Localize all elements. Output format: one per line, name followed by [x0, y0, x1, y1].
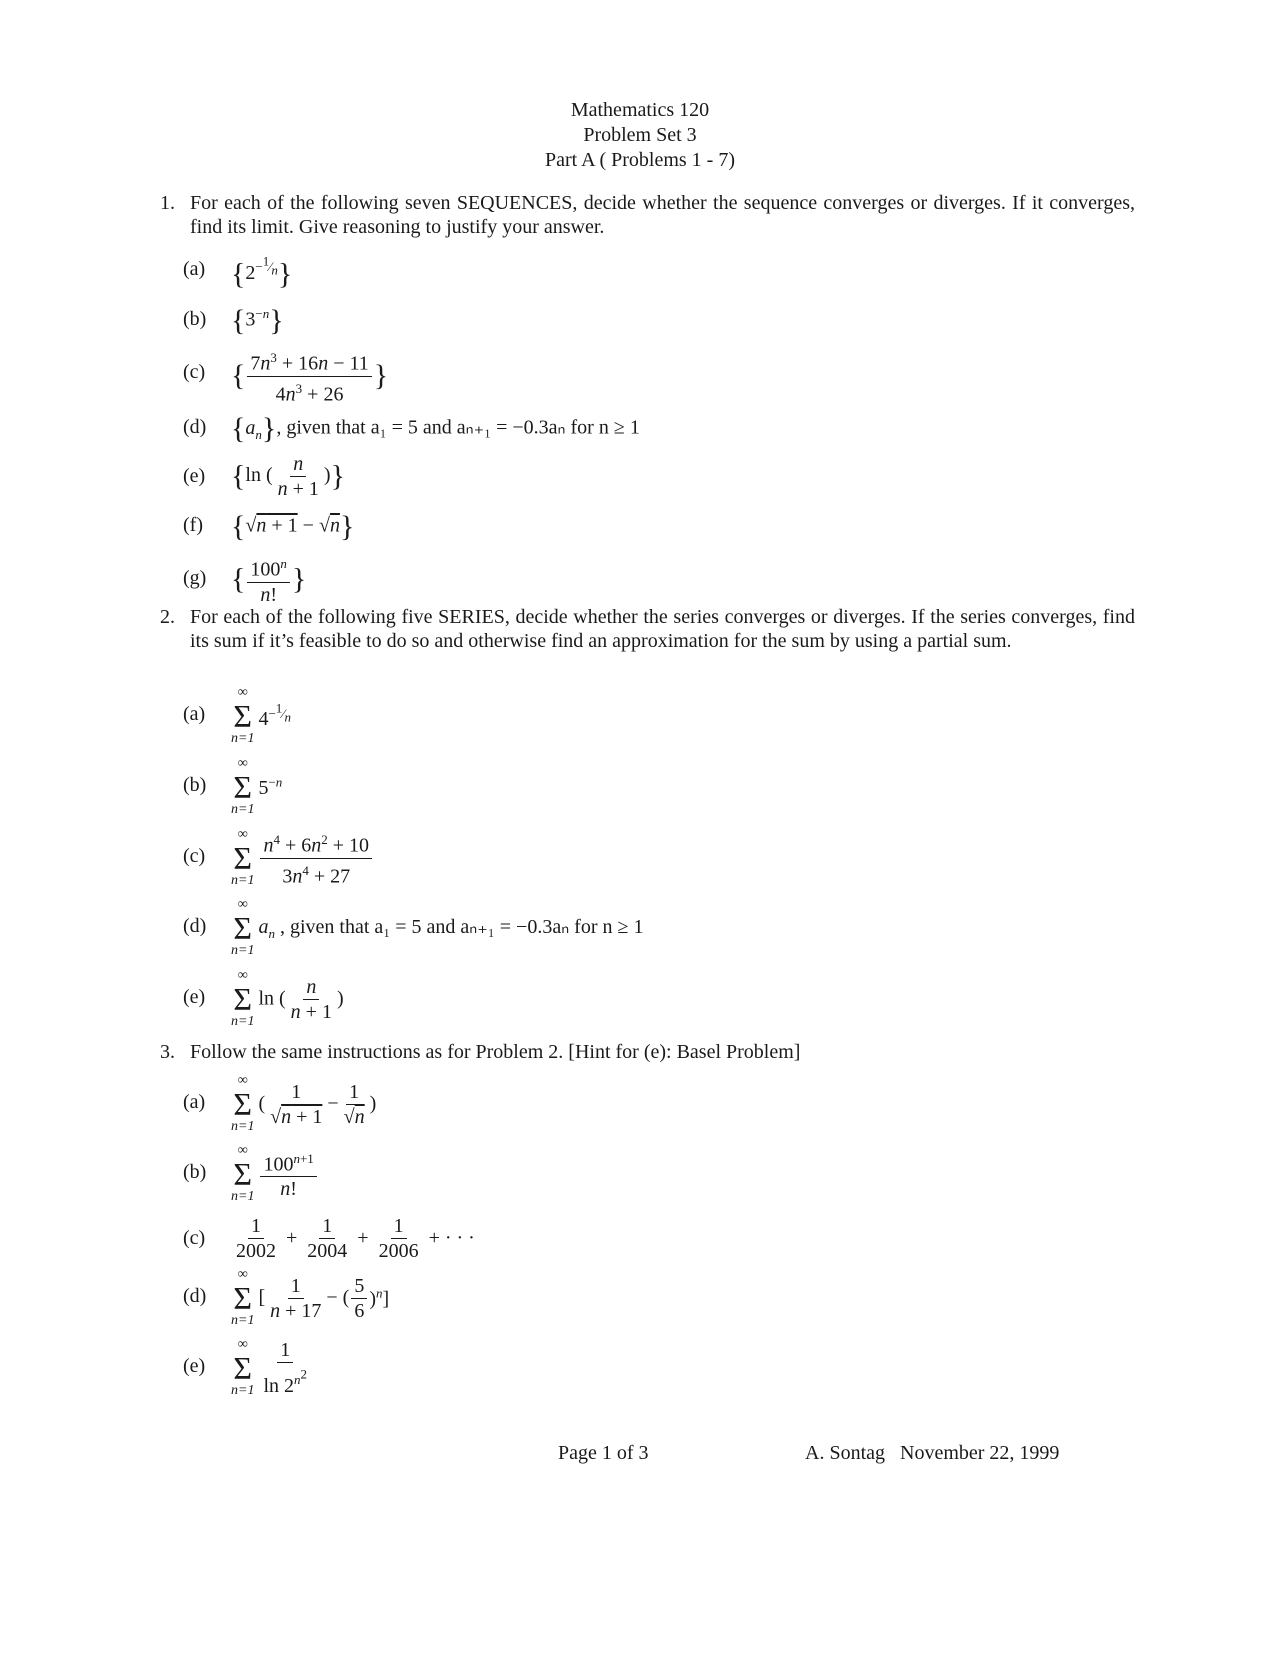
part-title: Part A ( Problems 1 - 7) [545, 149, 735, 171]
p2d-expression: ∞ Σ n=1 $a_n$ , given that a₁ = 5 and aₙ₊₁ = −0.3aₙ for n ≥ 1 [231, 897, 644, 958]
course-title: Mathematics 120 [570, 99, 710, 121]
p1d-condition: , given that a₁ = 5 and aₙ₊₁ = −0.3aₙ for n ≥ 1 [276, 416, 640, 439]
p3c-expression: $\frac{1}{2002}$ + $\frac{1}{2004}$ + $\frac{1}{2006}$ + · · · [236, 1215, 475, 1262]
item-label: (b) [183, 308, 207, 330]
p2e-expression: ∞ Σ n=1 ln ( $\frac{n}{n + 1}$ ) [231, 968, 344, 1029]
item-label: (f) [183, 514, 203, 536]
author-date: A. Sontag November 22, 1999 [805, 1442, 1060, 1464]
p3a-expression: ∞ Σ n=1 ( $\frac{1}{√n + 1}$ − $\frac{1}{√n}$ ) [231, 1073, 377, 1134]
problem-1-number: 1. [160, 192, 175, 214]
item-label: (e) [183, 465, 206, 487]
problem-3-number: 3. [160, 1041, 175, 1063]
p3d-expression: ∞ Σ n=1 [ $\frac{1}{n + 17}$ − ( $\frac{5}{6}$ )$^n$] [231, 1267, 390, 1328]
item-label: (d) [183, 416, 207, 438]
problem-2-number: 2. [160, 606, 175, 628]
problem-set-title: Problem Set 3 [583, 124, 697, 146]
title-block [0, 98, 1280, 173]
item-label: (a) [183, 703, 206, 725]
problem-2-intro [160, 605, 1135, 653]
problem-3-text: Follow the same instructions as for Problem 2. [Hint for (e): Basel Problem] [190, 1041, 801, 1063]
item-label: (a) [183, 1091, 206, 1113]
item-label: (d) [183, 915, 207, 937]
p1f-expression: {√n + 1 − √n} [231, 510, 355, 543]
p2d-condition: , given that a₁ = 5 and aₙ₊₁ = −0.3aₙ for n ≥ 1 [274, 916, 644, 938]
problem-1-intro [160, 191, 1135, 239]
p1g-expression: { $\frac{100^n}{n!}$ } [231, 552, 306, 607]
item-label: (c) [183, 1227, 206, 1249]
item-label: (e) [183, 986, 206, 1008]
problem-3-intro [160, 1040, 1135, 1064]
p2c-expression: ∞ Σ n=1 $\frac{n^4 + 6n^2 + 10}{3n^4 + 27}$ [231, 828, 374, 888]
p3b-expression: ∞ Σ n=1 $\frac{100^{n+1}}{n!}$ [231, 1144, 319, 1204]
item-label: (c) [183, 361, 206, 383]
p1a-expression: $\{2^{-^1⁄_n}\}$ [231, 254, 293, 291]
item-label: (b) [183, 774, 207, 796]
p2a-expression: ∞ Σ n=1 $4^{-^1⁄_n}$ [231, 685, 291, 746]
item-label: (g) [183, 567, 207, 589]
problem-2-text: For each of the following five SERIES, decide whether the series converges or diverges. If the series converges, find its sum if it’s feasible to do so and otherwise find an approximation for the sum by using a partial sum. [190, 606, 1135, 652]
item-label: (d) [183, 1285, 207, 1307]
p1c-expression: { $\frac{7n^3 + 16n - 11}{4n^3 + 26}$ } [231, 346, 388, 406]
p1b-expression: $\{3^{-n}\}$ [231, 304, 284, 337]
p3e-expression: ∞ Σ n=1 $\frac{1}{\ln 2^{n^2}}$ [231, 1337, 308, 1398]
page-number: Page 1 of 3 [558, 1442, 649, 1464]
p1d-expression: $\{a_n\}$, given that a₁ = 5 and aₙ₊₁ = −0.3aₙ for n ≥ 1 [231, 412, 640, 445]
item-label: (a) [183, 258, 206, 280]
problem-1-text: For each of the following seven SEQUENCES, decide whether the sequence converges or diverges. If it converges, find its limit. Give reasoning to justify your answer. [190, 192, 1135, 238]
item-label: (c) [183, 845, 206, 867]
p2b-expression: ∞ Σ n=1 $5^{-n}$ [231, 756, 283, 817]
p1e-expression: {ln ( $\frac{n}{n + 1}$ )} [231, 453, 345, 500]
item-label: (e) [183, 1355, 206, 1377]
item-label: (b) [183, 1161, 207, 1183]
